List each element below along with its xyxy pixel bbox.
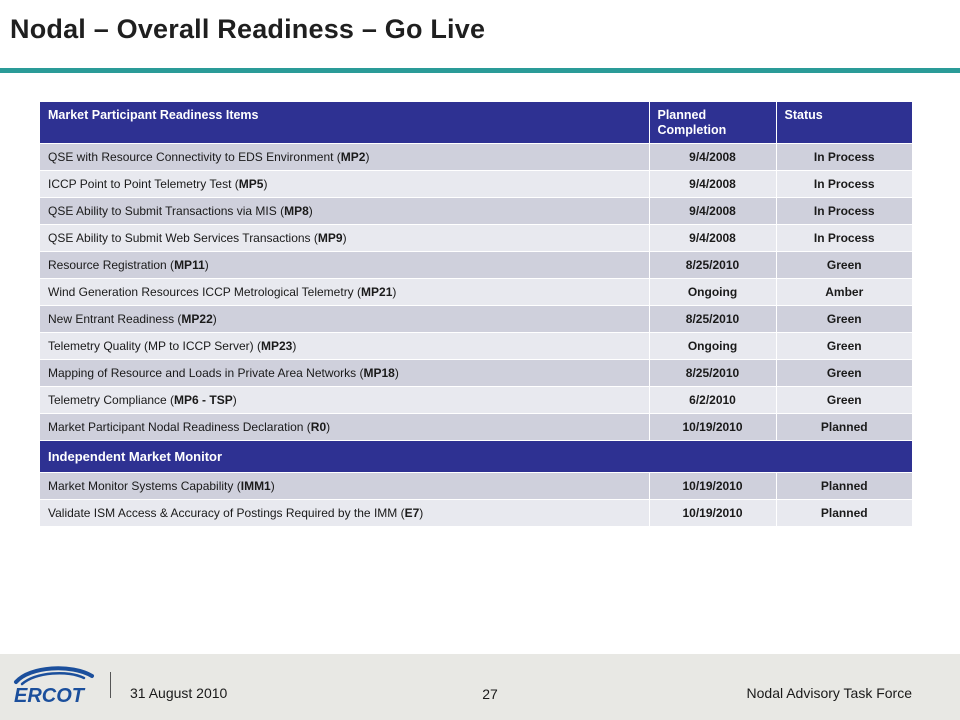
planned-completion-cell: 8/25/2010 [649, 305, 776, 332]
status-cell: Green [776, 305, 912, 332]
item-cell [40, 197, 649, 224]
item-code: IMM1 [240, 478, 271, 493]
item-text: Market Monitor Systems Capability ( [48, 478, 241, 493]
column-header-planned-completion: Planned Completion [649, 102, 776, 143]
status-cell: Green [776, 251, 912, 278]
item-text: ) [326, 419, 331, 434]
readiness-table [40, 102, 912, 526]
table-row [40, 305, 912, 332]
item-cell [40, 305, 649, 332]
status-cell: Planned [776, 499, 912, 526]
planned-completion-cell: 9/4/2008 [649, 170, 776, 197]
item-text: QSE with Resource Connectivity to EDS Environment ( [48, 149, 341, 164]
footer-divider [110, 672, 111, 698]
item-cell [40, 170, 649, 197]
item-cell [40, 143, 649, 170]
status-cell: In Process [776, 224, 912, 251]
ercot-logo [10, 664, 100, 708]
status-cell: In Process [776, 143, 912, 170]
footer-date: 31 August 2010 [130, 685, 228, 701]
item-code: R0 [310, 419, 327, 434]
item-cell [40, 224, 649, 251]
page-number: 27 [482, 686, 498, 702]
item-text: ) [292, 338, 297, 353]
item-code: MP9 [317, 230, 343, 245]
table-row [40, 472, 912, 499]
item-text: ) [270, 478, 275, 493]
item-text: Wind Generation Resources ICCP Metrological Telemetry ( [48, 284, 362, 299]
section-header-row [40, 440, 912, 472]
planned-completion-cell: Ongoing [649, 332, 776, 359]
item-text: QSE Ability to Submit Transactions via MIS ( [48, 203, 285, 218]
status-cell: In Process [776, 170, 912, 197]
item-text: ) [308, 203, 313, 218]
item-text: ) [365, 149, 370, 164]
section-title: Independent Market Monitor [40, 440, 912, 472]
status-cell: Green [776, 332, 912, 359]
item-cell [40, 413, 649, 440]
table-row [40, 332, 912, 359]
page-title: Nodal – Overall Readiness – Go Live [10, 14, 486, 44]
status-cell: Green [776, 359, 912, 386]
table-row [40, 499, 912, 526]
table-row [40, 143, 912, 170]
planned-completion-cell: 9/4/2008 [649, 197, 776, 224]
planned-completion-cell: 9/4/2008 [649, 143, 776, 170]
item-cell [40, 499, 649, 526]
item-code: MP21 [361, 284, 393, 299]
item-code: MP23 [260, 338, 293, 353]
planned-completion-cell: Ongoing [649, 278, 776, 305]
status-cell: Planned [776, 472, 912, 499]
table-body [40, 143, 912, 526]
item-text: Telemetry Compliance ( [48, 392, 175, 407]
item-cell [40, 386, 649, 413]
readiness-table-container [40, 102, 912, 526]
table-row [40, 197, 912, 224]
item-text: Resource Registration ( [48, 257, 175, 272]
item-code: MP11 [174, 257, 205, 272]
table-header-row [40, 102, 912, 143]
item-text: ) [419, 505, 424, 520]
item-cell [40, 251, 649, 278]
item-code: MP22 [181, 311, 213, 326]
title-divider [0, 68, 960, 73]
item-code: MP6 - TSP [174, 392, 233, 407]
item-cell [40, 278, 649, 305]
item-text: ) [392, 284, 397, 299]
status-cell: In Process [776, 197, 912, 224]
item-text: New Entrant Readiness ( [48, 311, 182, 326]
item-code: MP5 [238, 176, 264, 191]
status-cell: Green [776, 386, 912, 413]
item-cell [40, 332, 649, 359]
planned-completion-cell: 9/4/2008 [649, 224, 776, 251]
item-code: E7 [404, 505, 420, 520]
footer-meeting-name: Nodal Advisory Task Force [746, 685, 912, 701]
planned-completion-cell: 10/19/2010 [649, 413, 776, 440]
planned-completion-cell: 10/19/2010 [649, 472, 776, 499]
item-text: ) [394, 365, 399, 380]
item-code: MP8 [284, 203, 309, 218]
logo-wordmark: ERCOT [14, 685, 84, 707]
item-cell [40, 472, 649, 499]
table-row [40, 386, 912, 413]
item-text: ICCP Point to Point Telemetry Test ( [48, 176, 239, 191]
item-text: QSE Ability to Submit Web Services Transactions ( [48, 230, 318, 245]
item-text: ) [212, 311, 217, 326]
table-row [40, 170, 912, 197]
planned-completion-cell: 8/25/2010 [649, 251, 776, 278]
table-row [40, 224, 912, 251]
status-cell: Amber [776, 278, 912, 305]
column-header-status: Status [776, 102, 912, 143]
status-cell: Planned [776, 413, 912, 440]
table-row [40, 278, 912, 305]
item-cell [40, 359, 649, 386]
item-code: MP18 [363, 365, 395, 380]
item-text: Telemetry Quality (MP to ICCP Server) ( [48, 338, 261, 353]
table-row [40, 251, 912, 278]
table-row [40, 413, 912, 440]
planned-completion-cell: 6/2/2010 [649, 386, 776, 413]
item-text: ) [204, 257, 209, 272]
item-text: ) [342, 230, 347, 245]
item-text: Mapping of Resource and Loads in Private Area Networks ( [48, 365, 364, 380]
item-text: Validate ISM Access & Accuracy of Postings Required by the IMM ( [48, 505, 405, 520]
item-text: Market Participant Nodal Readiness Declaration ( [48, 419, 311, 434]
item-code: MP2 [340, 149, 366, 164]
table-row [40, 359, 912, 386]
item-text: ) [232, 392, 237, 407]
item-text: ) [263, 176, 268, 191]
column-header-items: Market Participant Readiness Items [40, 102, 649, 143]
planned-completion-cell: 10/19/2010 [649, 499, 776, 526]
planned-completion-cell: 8/25/2010 [649, 359, 776, 386]
